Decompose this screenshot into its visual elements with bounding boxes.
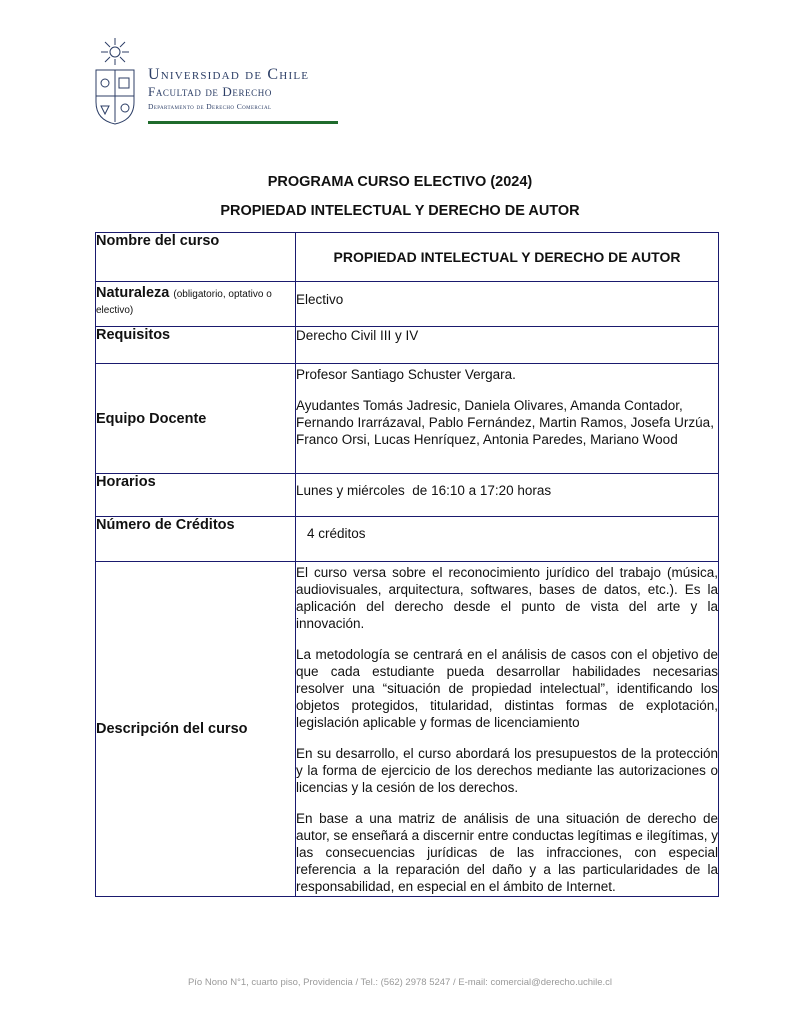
program-title: PROGRAMA CURSO ELECTIVO (2024) [267,174,533,190]
credits-label: Número de Créditos [96,517,296,562]
team-label: Equipo Docente [96,364,296,474]
requirements-label: Requisitos [96,327,296,364]
assistants-text: Ayudantes Tomás Jadresic, Daniela Olivares, Amanda Contador, Fernando Irarrázaval, Pablo Fernández, Martin Ramos, Josefa Urzúa, Franco Orsi, Lucas Henríquez, Antonia Paredes, Mariano Wood [296,398,714,447]
table-row [96,517,719,562]
team-value [296,364,719,474]
nature-label: Naturaleza [96,285,170,301]
schedule-value: Lunes y miércoles de 16:10 a 17:20 horas [296,474,719,517]
credits-value: 4 créditos [296,517,719,562]
description-paragraph: En base a una matriz de análisis de una situación de derecho de autor, se enseñará a discernir entre conductas legítimas e ilegítimas, y las consecuencias jurídicas de las infracciones, con especial referencia a la reparación del daño y a las particularidades de la responsabilidad, en especial en el ámbito de Internet. [296,811,718,894]
course-name-label: Nombre del curso [96,233,296,282]
table-row [96,364,719,474]
nature-note: (obligatorio, optativo o electivo) [96,289,272,316]
schedule-label: Horarios [96,474,296,517]
course-info-table [95,232,719,897]
faculty-name: Facultad de Derecho [148,84,272,99]
requirements-value: Derecho Civil III y IV [296,327,719,364]
table-row [96,562,719,897]
nature-label-cell [96,282,296,327]
university-name: Universidad de Chile [148,66,310,83]
header-green-bar [148,121,338,124]
footer-contact: Pío Nono N°1, cuarto piso, Providencia / Tel.: (562) 2978 5247 / E-mail: comercial@derecho.uchile.cl [187,977,613,988]
description-paragraph: En su desarrollo, el curso abordará los presupuestos de la protección y la forma de ejercicio de los derechos mediante las autorizaciones o licencias y la cesión de los derechos. [296,746,718,795]
university-logo [92,36,352,128]
table-row [96,282,719,327]
table-row [96,474,719,517]
course-title: PROPIEDAD INTELECTUAL Y DERECHO DE AUTOR [220,203,580,219]
description-paragraph: El curso versa sobre el reconocimiento jurídico del trabajo (música, audiovisuales, arquitectura, softwares, bases de datos, etc.). Es la aplicación del derecho desde el punto de vista del arte y la innovación. [296,565,718,631]
university-crest-icon [92,36,138,126]
department-name: Departamento de Derecho Comercial [148,102,272,111]
table-row [96,327,719,364]
course-name-value: PROPIEDAD INTELECTUAL Y DERECHO DE AUTOR [296,233,719,282]
description-paragraph: La metodología se centrará en el análisis de casos con el objetivo de que cada estudiante pueda desarrollar habilidades necesarias resolver una “situación de propiedad intelectual”, identificando los objetos protegidos, titularidad, distintas formas de explotación, legislación aplicable y formas de licenciamiento [296,647,718,730]
description-value [296,562,719,897]
table-row [96,233,719,282]
nature-value: Electivo [296,282,719,327]
professor-text: Profesor Santiago Schuster Vergara. [296,367,516,382]
description-label: Descripción del curso [96,562,296,897]
